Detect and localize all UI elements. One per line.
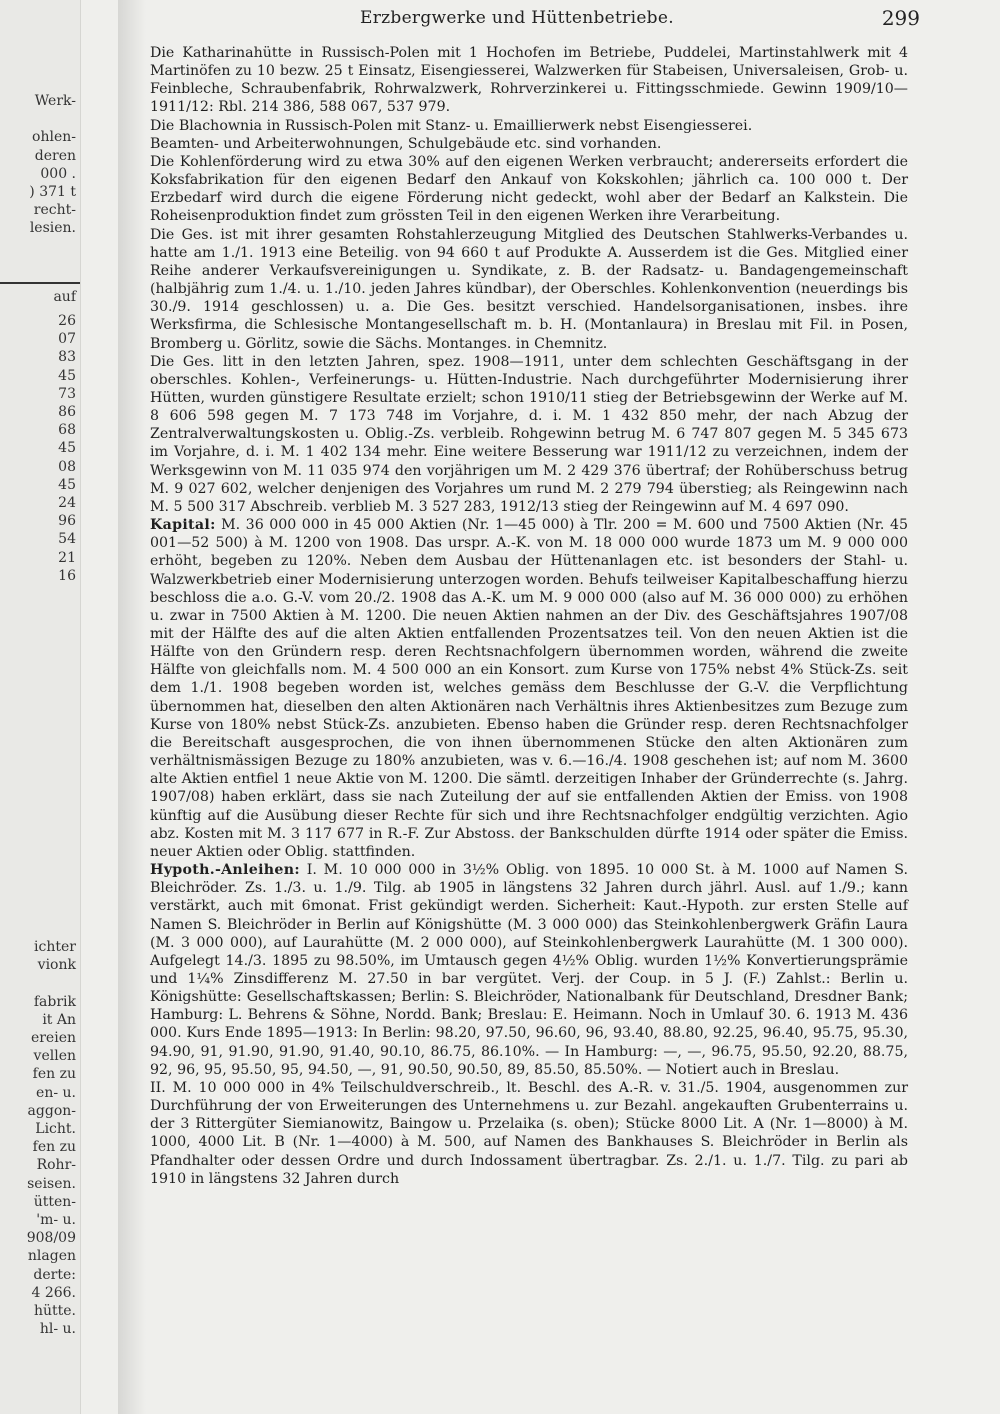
margin-fragment-c-7: fen zu <box>32 1066 76 1083</box>
margin-fragment-a-6: recht- <box>33 202 76 219</box>
paragraph-coal: Die Kohlenförderung wird zu etwa 30% auf den eigenen Werken verbraucht; andererseits erfordert die Koksfabrikation für den eigenen Bedarf den Ankauf von Kokskohlen; jährlich ca. 100 000 t. Der Erzbedarf wird durch die eigene Förderung nicht gedeckt, wohl aber der Bedarf an Kalkstein. Die Roheisenproduktion findet zum grössten Teil in den eigenen Werken ihre Verarbeitung. <box>150 153 908 225</box>
margin-fragment-c-13: seisen. <box>27 1175 76 1192</box>
body-text <box>150 44 908 1188</box>
binding-shadow <box>118 0 146 1414</box>
margin-fragment-a-7: lesien. <box>29 220 76 237</box>
margin-fragment-header: auf <box>53 289 76 305</box>
margin-fragment-c-15: 'm- u. <box>36 1212 76 1228</box>
margin-fragment-c-6: vellen <box>33 1048 76 1065</box>
margin-fragment-c-9: aggon- <box>27 1102 76 1119</box>
margin-fragment-a-3: deren <box>34 147 76 164</box>
paragraph-syndicates: Die Ges. ist mit ihrer gesamten Rohstahlerzeugung Mitglied des Deutschen Stahlwerks-Verbandes u. hatte am 1./1. 1913 eine Beteilig. von 94 660 t auf Produkte A. Ausserdem ist die Ges. Mitglied einer Reihe anderer Verkaufsvereinigungen u. Syndikate, z. B. der Radsatz- u. Bandagengemeinschaft (halbjährig zum 1./4. u. 1./10. jeden Jahres kündbar), der Oberschles. Kohlenkonvention (neuerdings bis 30./9. 1914 geschlossen) u. a. Die Ges. besitzt verschied. Handelsorganisationen, insbes. ihre Werksfirma, die Schlesische Montangesellschaft m. b. H. (Montanlaura) in Breslau mit Fil. in Posen, Bromberg u. Görlitz, sowie die Sächs. Montanges. in Chemnitz. <box>150 226 908 352</box>
margin-fragment-b-6: 68 <box>58 422 76 439</box>
running-header <box>360 8 920 34</box>
margin-fragment-b-3: 45 <box>58 367 76 384</box>
margin-fragment-b-2: 83 <box>58 349 76 366</box>
margin-fragment-a-5: ) 371 t <box>29 184 76 200</box>
adjacent-page-margin <box>0 0 81 1414</box>
anleihen-1-text: I. M. 10 000 000 in 3½% Oblig. von 1895. 10 000 St. à M. 1000 auf Namen S. Bleichröder. Zs. 1./3. u. 1./9. Tilg. ab 1905 in längstens 32 Jahren durch jährl. Ausl. auf 1./9.; kann verstärkt, auch mit 6monat. Frist gekündigt werden. Sicherheit: Kaut.-Hypoth. zur ersten Stelle auf Namen S. Bleichröder in Berlin auf Königshütte (M. 3 000 000) das Steinkohlenbergwerk Gräfin Laura (M. 3 000 000), auf Laurahütte (M. 2 000 000), auf Steinkohlenbergwerk Laurahütte (M. 1 300 000). Aufgelegt 14./3. 1895 zu 98.50%, im Umtausch gegen 4½% Oblig. wurden 1½% Konvertierungsprämie und 1¼% Zinsdifferenz M. 27.50 in bar vergütet. Verj. der Coup. in 5 J. (F.) Zahlst.: Berlin u. Königshütte: Gesellschaftskassen; Berlin: S. Bleichröder, Nationalbank für Deutschland, Dresdner Bank; Hamburg: L. Behrens & Söhne, Nordd. Bank; Breslau: E. Heimann. Noch in Umlauf 30. 6. 1913 M. 436 000. Kurs Ende 1895—1913: In Berlin: 98.20, 97.50, 96.60, 96, 93.40, 88.80, 92.25, 96.40, 95.75, 95.30, 94.90, 91, 91.90, 91.90, 91.40, 90.10, 86.75, 86.10%. — In Hamburg: —, —, 96.75, 95.50, 92.20, 88.75, 92, 96, 95, 95.50, 95, 94.50, —, 91, 90.50, 90.50, 89, 85.50, 85.50%. — Notiert auch in Breslau. <box>150 862 908 1078</box>
margin-fragment-c-5: ereien <box>30 1030 76 1046</box>
margin-fragment-c-0: ichter <box>34 939 76 955</box>
margin-fragment-c-18: derte: <box>33 1266 76 1283</box>
paragraph-housing: Beamten- und Arbeiterwohnungen, Schulgebäude etc. sind vorhanden. <box>150 135 662 152</box>
paragraph-blachownia: Die Blachownia in Russisch-Polen mit Stanz- u. Emaillierwerk nebst Eisengiesserei. <box>150 117 753 134</box>
margin-fragment-c-10: Licht. <box>35 1121 76 1137</box>
margin-fragment-b-5: 86 <box>58 404 76 420</box>
margin-fragment-b-10: 24 <box>58 495 76 511</box>
margin-fragment-b-14: 16 <box>58 567 76 584</box>
margin-fragment-c-12: Rohr- <box>36 1157 76 1174</box>
margin-fragment-a-4: 000 . <box>40 165 76 182</box>
margin-fragment-c-11: fen zu <box>32 1139 76 1156</box>
margin-fragment-b-13: 21 <box>58 549 76 566</box>
margin-fragment-c-17: nlagen <box>27 1248 76 1265</box>
paragraph-kapital <box>150 516 908 861</box>
margin-fragment-c-4: it An <box>42 1011 76 1028</box>
subhead-kapital: Kapital: <box>150 517 216 534</box>
margin-fragment-b-1: 07 <box>58 331 76 348</box>
page-number: 299 <box>881 6 920 30</box>
margin-fragment-b-9: 45 <box>58 476 76 493</box>
header-title: Erzbergwerke und Hüttenbetriebe. <box>360 8 674 28</box>
margin-fragment-c-21: hl- u. <box>39 1321 76 1338</box>
margin-fragment-c-3: fabrik <box>33 993 76 1010</box>
margin-fragment-c-19: 4 266. <box>31 1284 76 1301</box>
margin-fragment-a-0: Werk- <box>34 93 76 109</box>
margin-fragment-a-2: ohlen- <box>32 129 76 146</box>
margin-fragment-b-12: 54 <box>58 531 76 548</box>
margin-fragment-c-8: en- u. <box>36 1084 76 1101</box>
paragraph-anleihen-1 <box>150 861 908 1079</box>
margin-fragment-b-7: 45 <box>58 440 76 457</box>
paragraph-katharinahuette: Die Katharinahütte in Russisch-Polen mit 1 Hochofen im Betriebe, Puddelei, Martinstahlwerk mit 4 Martinöfen zu 10 bezw. 25 t Einsatz, Eisengiesserei, Walzwerken für Stabeisen, Universaleisen, Grob- u. Feinbleche, Schraubenfabrik, Rohrwalzwerk, Rohrverzinkerei u. Fittingsschmiede. Gewinn 1909/10—1911/12: Rbl. 214 386, 588 067, 537 979. <box>150 45 908 116</box>
margin-fragment-b-0: 26 <box>58 313 76 329</box>
paragraph-results: Die Ges. litt in den letzten Jahren, spez. 1908—1911, unter dem schlechten Geschäftsgang in der oberschles. Kohlen-, Verfeinerungs- u. Hütten-Industrie. Nach durchgeführter Modernisierung ihrer Hütten, wurden günstigere Resultate erzielt; schon 1910/11 stieg der Betriebsgewinn der Werke auf M. 8 606 598 gegen M. 7 173 748 im Vorjahre, d. i. M. 1 432 850 mehr, der nach Abzug der Zentralverwaltungskosten u. Oblig.-Zs. verbleib. Rohgewinn betrug M. 6 747 807 gegen M. 5 345 673 im Vorjahre, d. i. M. 1 402 134 mehr. Eine weitere Besserung war 1911/12 zu verzeichnen, indem der Werksgewinn von M. 11 035 974 den vorjährigen um M. 2 429 376 übertraf; der Rohüberschuss betrug M. 9 027 602, welcher denjenigen des Vorjahres um rund M. 2 279 794 überstieg; als Reingewinn nach M. 5 500 317 Abschreib. verblieb M. 3 527 283, 1912/13 stieg der Reingewinn auf M. 4 697 090. <box>150 353 908 515</box>
margin-fragment-c-16: 908/09 <box>26 1230 76 1247</box>
margin-fragment-c-20: hütte. <box>33 1303 76 1319</box>
paragraph-anleihen-2: II. M. 10 000 000 in 4% Teilschuldverschreib., lt. Beschl. des A.-R. v. 31./5. 1904, ausgenommen zur Durchführung der von Erweiterungen des Unternehmens u. zur Bezahl. angekauften Grubenterrains u. der 3 Rittergüter Siemianowitz, Baingow u. Przelaika (s. oben); Stücke 8000 Lit. A (Nr. 1—8000) à M. 1000, 4000 Lit. B (Nr. 1—4000) à M. 500, auf Namen des Bankhauses S. Bleichröder in Berlin als Pfandhalter oder dessen Ordre und durch Indossament übertragbar. Zs. 2./1. u. 1./7. Tilg. zu pari ab 1910 in längstens 32 Jahren durch <box>150 1079 908 1187</box>
margin-fragment-c-1: vionk <box>37 957 76 974</box>
subhead-hypoth: Hypoth.-Anleihen: <box>150 862 300 879</box>
margin-fragment-b-11: 96 <box>58 513 76 530</box>
margin-fragment-b-8: 08 <box>58 458 76 475</box>
margin-fragment-b-4: 73 <box>58 385 76 402</box>
margin-fragment-c-14: ütten- <box>33 1193 76 1210</box>
kapital-text: M. 36 000 000 in 45 000 Aktien (Nr. 1—45 000) à Tlr. 200 = M. 600 und 7500 Aktien (Nr. 45 001—52 500) à M. 1200 von 1908. Das urspr. A.-K. von M. 18 000 000 wurde 1873 um M. 9 000 000 erhöht, begeben zu 120%. Neben dem Ausbau der Hüttenanlagen etc. ist besonders der Stahl- u. Walzwerkbetrieb einer Modernisierung unterzogen worden. Behufs teilweiser Kapitalbeschaffung hierzu beschloss die a.o. G.-V. vom 20./2. 1908 das A.-K. um M. 9 000 000 (also auf M. 36 000 000) zu erhöhen u. zwar in 7500 Aktien à M. 1200. Die neuen Aktien nahmen an der Div. des Geschäftsjahres 1907/08 mit der Hälfte des auf die alten Aktien entfallenden Prozentsatzes teil. Von den neuen Aktien ist die Hälfte von den Gründern resp. deren Rechtsnachfolgern übernommen worden, während die zweite Hälfte von gleichfalls nom. M. 4 500 000 an ein Konsort. zum Kurse von 175% nebst 4% Stück-Zs. seit dem 1./1. 1908 begeben worden ist, welches gemäss dem Beschlusse der G.-V. die Verpflichtung übernommen hat, dieselben den alten Aktionären nach Verhältnis ihres Aktienbesitzes zum Bezuge zum Kurse von 180% nebst Stück-Zs. anzubieten. Ebenso haben die Gründer resp. deren Rechtsnachfolger die Bereitschaft ausgesprochen, die von ihnen übernommenen Stücke den alten Aktionären zum verhältnismässigen Bezuge zu 180% anzubieten, was v. 6.—16./4. 1908 geschehen ist; auf nom M. 3600 alte Aktien entfiel 1 neue Aktie von M. 1200. Die sämtl. derzeitigen Inhaber der Gründerrechte (s. Jahrg. 1907/08) haben erklärt, dass sie nach Zuteilung der auf sie entfallenden Aktien der Emiss. von 1908 künftig auf die Ausübung dieser Rechte für sich und ihre Rechtsnachfolger endgültig verzichten. Agio abz. Kosten mit M. 3 117 677 in R.-F. Zur Abstoss. der Bankschulden dürfte 1914 oder später die Emiss. neuer Aktien oder Oblig. stattfinden. <box>150 517 909 860</box>
margin-rule <box>0 282 80 284</box>
